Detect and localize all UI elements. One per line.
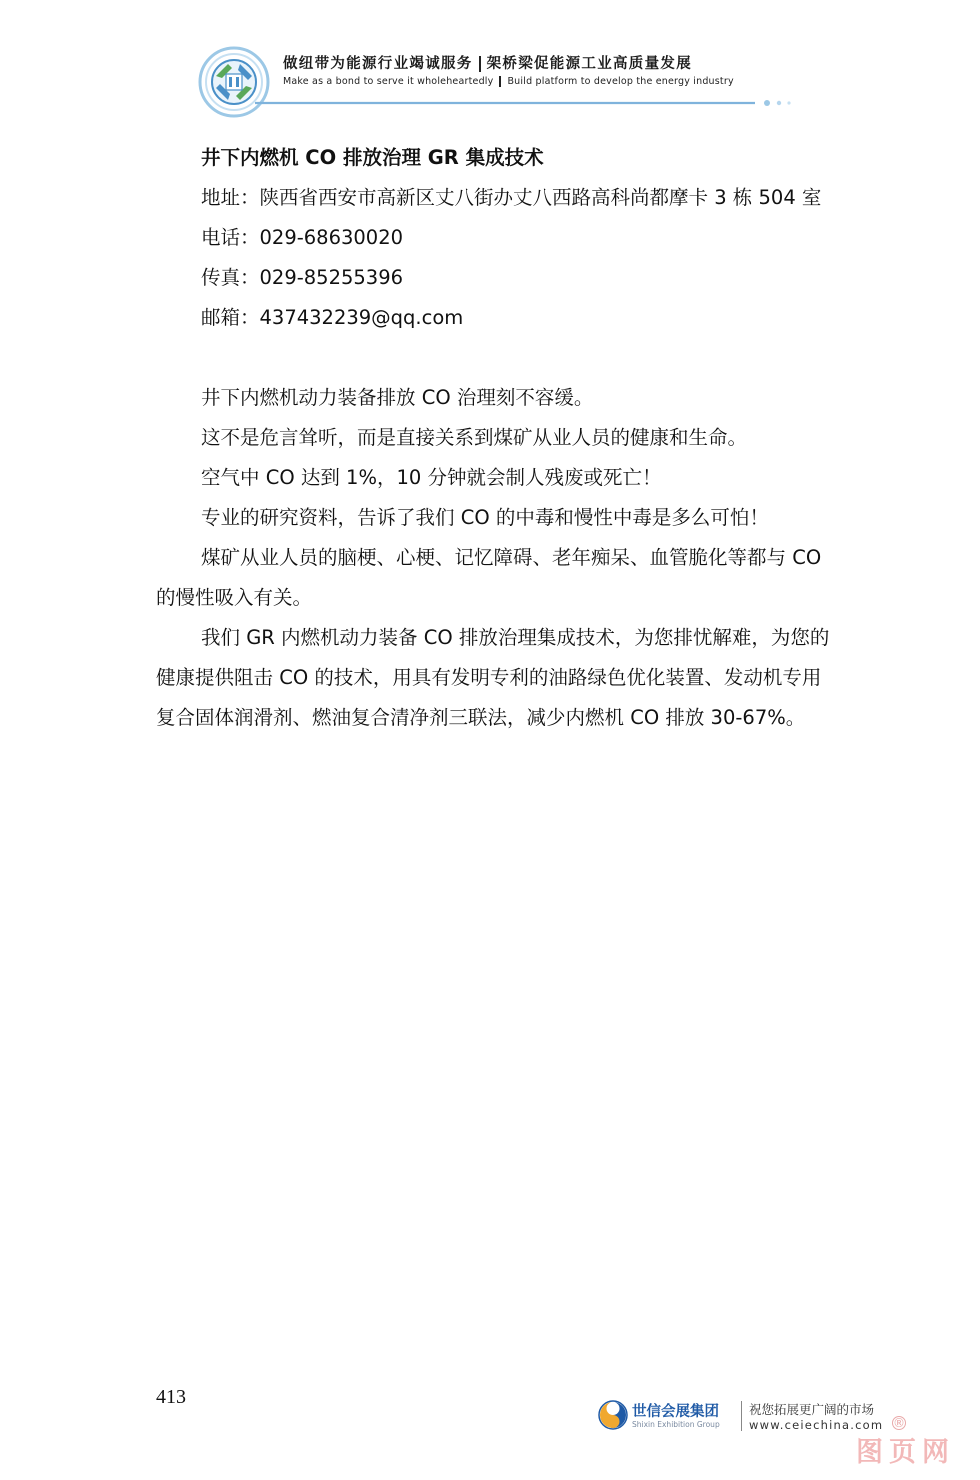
brand-name-en: Shixin Exhibition Group <box>632 1420 720 1429</box>
company-fax: 传真：029-85255396 <box>201 266 404 289</box>
body-line: 专业的研究资料，告诉了我们 CO 的中毒和慢性中毒是多么可怕！ <box>201 506 769 529</box>
slogan-cn-left: 做纽带为能源行业竭诚服务 <box>283 56 473 72</box>
site-watermark <box>850 1416 975 1478</box>
company-email: 邮箱：437432239@qq.com <box>201 306 464 329</box>
body-line: 空气中 CO 达到 1%，10 分钟就会制人残废或死亡！ <box>201 466 662 489</box>
brand-name-cn: 世信会展集团 <box>632 1404 719 1420</box>
company-phone: 电话：029-68630020 <box>201 226 404 249</box>
brand-slogan: 祝您拓展更广阔的市场 <box>749 1402 875 1417</box>
header-band-decoration <box>255 98 795 108</box>
slogan-cn-right: 架桥梁促能源工业高质量发展 <box>486 56 693 72</box>
body-line: 这不是危言耸听，而是直接关系到煤矿从业人员的健康和生命。 <box>201 426 748 449</box>
body-line: 煤矿从业人员的脑梗、心梗、记忆障碍、老年痴呆、血管脆化等都与 CO <box>201 546 822 569</box>
company-title: 井下内燃机 CO 排放治理 GR 集成技术 <box>201 146 544 169</box>
page-header <box>195 40 795 120</box>
shixin-logo-icon <box>598 1400 628 1430</box>
slogan-en-divider <box>499 76 501 87</box>
body-line: 井下内燃机动力装备排放 CO 治理刻不容缓。 <box>201 386 594 409</box>
brand-url: www.ceiechina.com <box>749 1418 884 1432</box>
header-slogan-en <box>283 76 734 87</box>
header-slogan-cn <box>283 52 692 73</box>
body-line: 健康提供阻击 CO 的技术，用具有发明专利的油路绿色优化装置、发动机专用 <box>156 666 822 689</box>
body-line: 我们 GR 内燃机动力装备 CO 排放治理集成技术，为您排忧解难，为您的 <box>201 626 830 649</box>
registered-mark: ® <box>893 1416 905 1430</box>
slogan-en-right: Build platform to develop the energy industry <box>507 76 734 87</box>
watermark-text: 图页网 <box>856 1437 955 1468</box>
slogan-divider <box>479 56 481 72</box>
body-line: 的慢性吸入有关。 <box>156 586 313 609</box>
brand-divider <box>741 1401 742 1431</box>
page-number: 413 <box>156 1386 186 1408</box>
page-content <box>156 138 896 738</box>
body-line: 复合固体润滑剂、燃油复合清净剂三联法，减少内燃机 CO 排放 30-67%。 <box>156 706 806 729</box>
slogan-en-left: Make as a bond to serve it wholeheartedly <box>283 76 494 87</box>
section-spacer <box>156 338 896 378</box>
company-address: 地址：陕西省西安市高新区丈八街办丈八西路高科尚都摩卡 3 栋 504 室 <box>201 186 822 209</box>
